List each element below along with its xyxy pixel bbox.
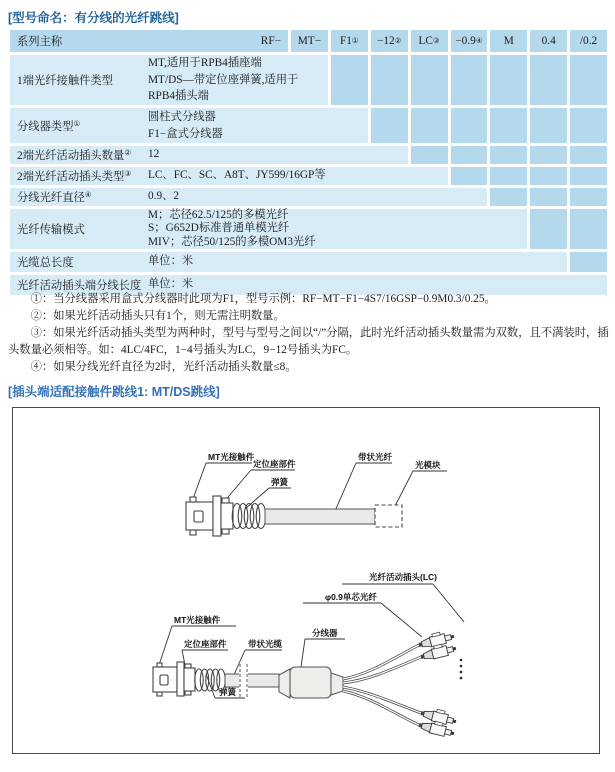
label-locator-top: 定位座部件 [253,459,296,469]
jumper-diagram [13,408,596,750]
stripe [570,108,607,143]
series-label: 系列主称 [17,36,63,48]
mt-connector [153,662,195,696]
stripe [570,188,607,206]
leader-line [394,471,447,508]
table-row-plug-count: 2端光纤活动插头数量② 12 [10,146,408,164]
code-mt: MT− [291,30,328,52]
stripe [371,55,408,105]
stripe [530,167,567,185]
leader-line [335,463,392,511]
stripe [530,188,567,206]
table-row-contact-type: 1端光纤接触件类型 MT,适用于RPB4插座端 MT/DS—带定位座弹簧,适用于 RPB4插头端 [10,55,328,105]
bottom-assembly [153,572,464,739]
splitter [279,667,343,698]
top-assembly [186,452,447,536]
footnote-4: ④：如果分线光纤直径为2时，光纤活动插头数量≤8。 [30,361,297,373]
stripe [451,146,488,164]
code-04: 0.4 [530,30,567,52]
footnotes [8,291,609,376]
mt-connector [186,496,233,536]
table-row-cable-length: 光缆总长度 单位：米 [10,252,567,272]
ribbon-cable [225,674,279,687]
leader-line [301,639,345,667]
stripe [490,108,527,143]
label-mt-contact-top: MT光接触件 [208,452,255,462]
table-row-plug-type: 2端光纤活动插头类型③ LC、FC、SC、A8T、JY599/16GP等 [10,167,448,185]
stripe [570,167,607,185]
label-lc-plug: 光纤活动插头(LC) [369,572,437,582]
stripe [490,146,527,164]
label-spring-bottom: 弹簧 [219,687,237,697]
table-row-fiber-diameter: 分线光纤直径④ 0.9、2 [10,188,487,206]
code-lc: LC ③ [411,30,448,52]
stripe [371,108,408,143]
model-naming-table [10,30,607,295]
stripe [451,55,488,105]
stripe [530,108,567,143]
code-rf: RF− [260,35,281,47]
label-optical-module: 光模块 [415,460,441,470]
stripe [331,55,368,105]
stripe [530,146,567,164]
table-row-transmission-mode: 光纤传输模式 M；芯径62.5/125的多模光纤 S；G652D标准普通单模光纤 MIV；芯径50/125的多模OM3光纤 [10,209,527,249]
table-row-splitter-type: 分线器类型① 圆柱式分线器 F1−盒式分线器 [10,108,368,143]
optical-module [375,505,402,527]
code-m: M [490,30,527,52]
stripe [530,209,567,249]
code-02: /0.2 [570,30,607,52]
footnote-3: ③：如果光纤活动插头类型为两种时，型号与型号之间以“/”分隔，此时光纤活动插头数量需为双数，且不满装时，插头数量必须相等。如：4LC/4FC，1−4号插头为LC，9−12号插头为FC。 [8,327,609,356]
label-locator-bottom: 定位座部件 [184,639,227,649]
spring [232,504,266,529]
stripe [451,108,488,143]
ellipsis-dots [460,659,463,680]
code-f1: F1 ① [331,30,368,52]
label-spring-top: 弹簧 [271,477,289,487]
stripe [530,55,567,105]
stripe [411,146,448,164]
label-splitter: 分线器 [312,628,338,638]
label-ribbon-cable: 带状光缆 [248,639,283,649]
stripe [411,108,448,143]
stripe [570,55,607,105]
breakout-fibers [343,645,421,725]
table-header-series-cell [10,30,288,52]
stripe [411,55,448,105]
label-mt-contact-bottom: MT光接触件 [174,615,221,625]
stripe [570,146,607,164]
footnote-1: ①：当分线器采用盒式分线器时此项为F1，型号示例：RF−MT−F1−4S7/16GSP−0.9M0.3/0.25。 [30,293,496,305]
stripe [451,167,488,185]
leader-line [182,650,228,665]
table-row-breakout-length: 光纤活动插头端分线长度 单位：米 [10,275,607,295]
code-12: −12 ② [371,30,408,52]
footnote-2: ②：如果光纤活动插头只有1个，则无需注明数量。 [30,310,285,322]
stripe [490,55,527,105]
ribbon-fiber-cable [265,509,375,524]
jumper-diagram-box [12,407,600,754]
stripe [490,188,527,206]
section-title-jumper: [插头端适配接触件跳线1: MT/DS跳线] [8,385,220,399]
stripe [570,252,607,272]
label-single-fiber: φ0.9单芯光纤 [325,592,377,602]
code-09: −0.9 ④ [451,30,488,52]
stripe [490,167,527,185]
stripe [570,209,607,249]
label-ribbon-fiber: 带状光纤 [358,452,393,462]
section-title-model-naming: [型号命名：有分线的光纤跳线] [8,11,179,25]
